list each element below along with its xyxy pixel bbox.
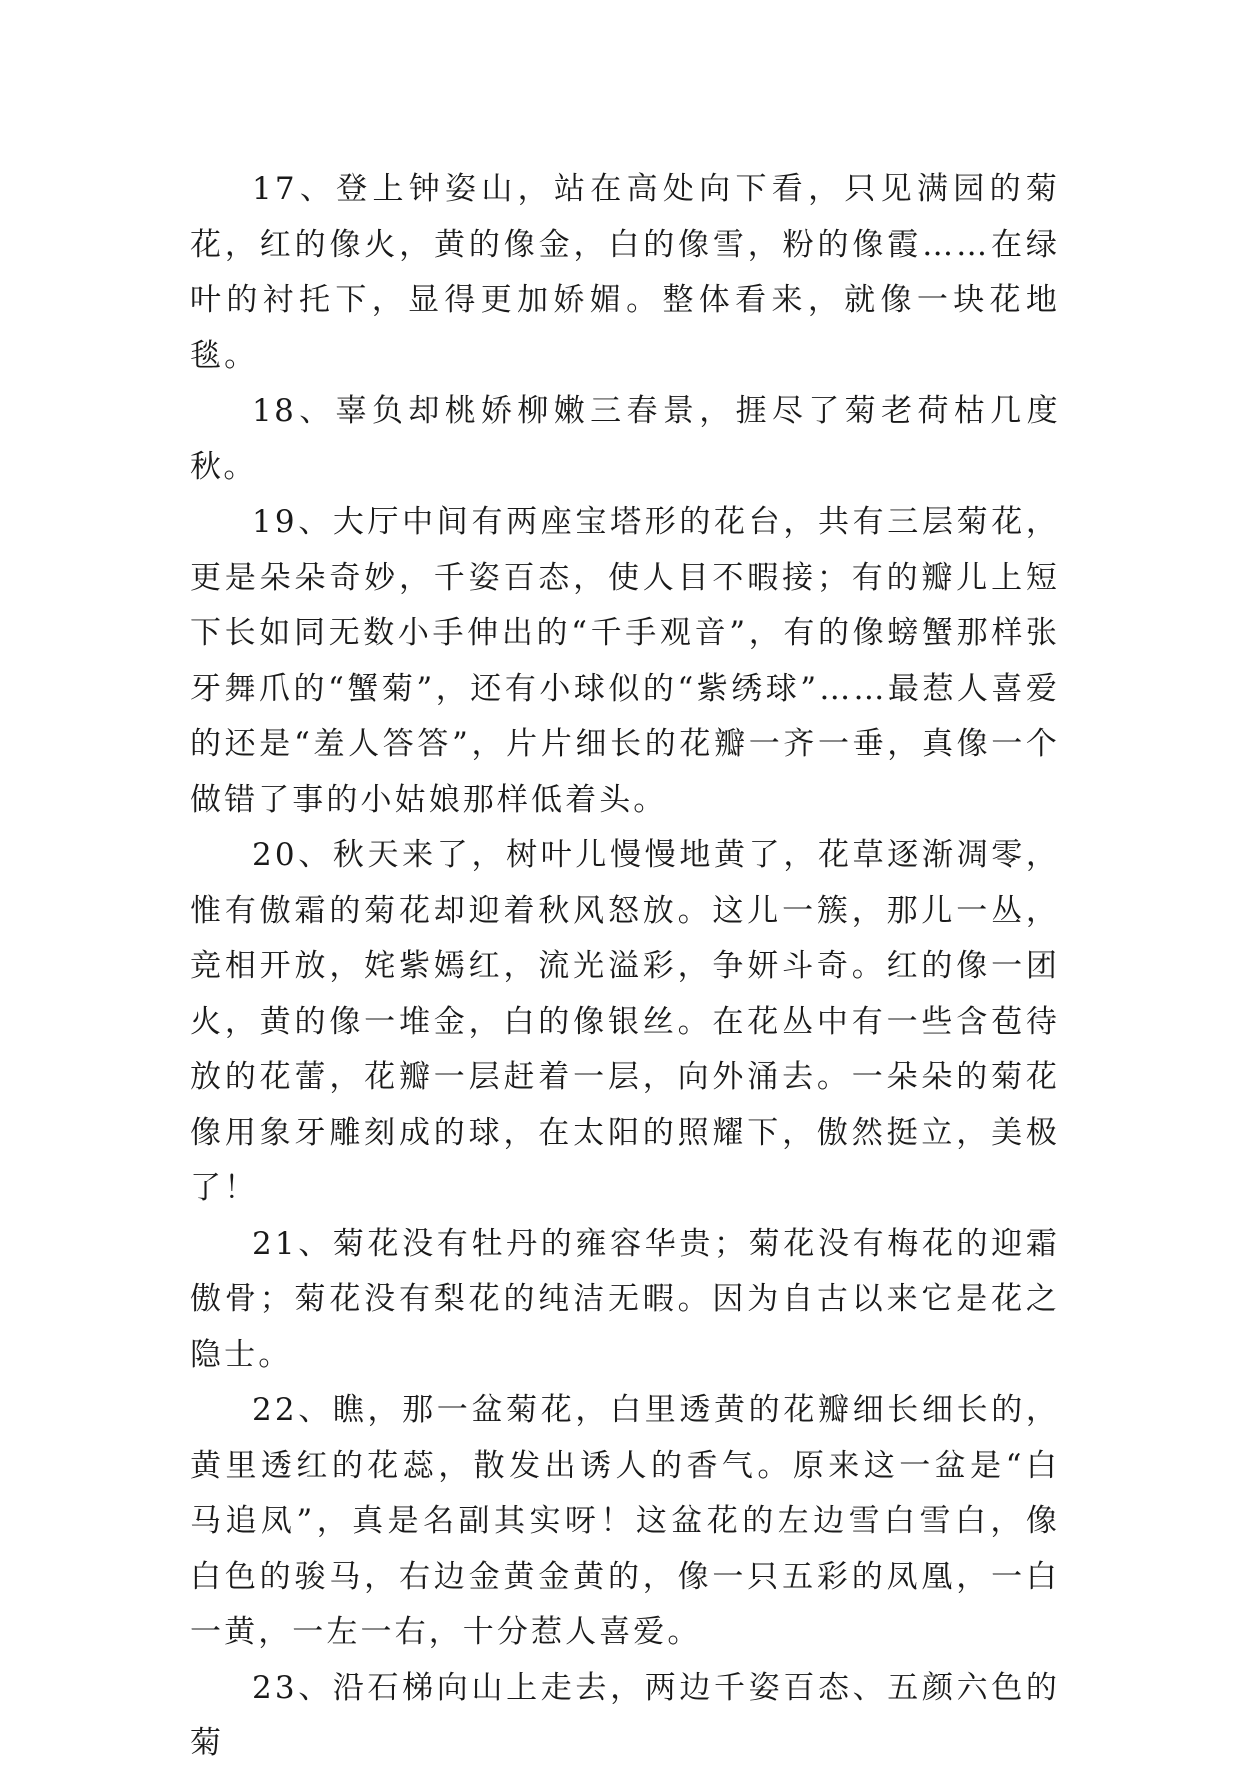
paragraph-18: 18、辜负却桃娇柳嫩三春景，捱尽了菊老荷枯几度秋。 [190, 393, 1060, 485]
paragraph-22: 22、瞧，那一盆菊花，白里透黄的花瓣细长细长的，黄里透红的花蕊，散发出诱人的香气。原来这一盆是“白马追凤”，真是名副其实呀！这盆花的左边雪白雪白，像白色的骏马，右边金黄金黄的，像一只五彩的凤凰，一白一黄，一左一右，十分惹人喜爱。 [190, 1392, 1060, 1650]
document-body [190, 162, 1060, 1772]
paragraph-19: 19、大厅中间有两座宝塔形的花台，共有三层菊花，更是朵朵奇妙，千姿百态，使人目不暇接；有的瓣儿上短下长如同无数小手伸出的“千手观音”，有的像螃蟹那样张牙舞爪的“蟹菊”，还有小球似的“紫绣球”……最惹人喜爱的还是“羞人答答”，片片细长的花瓣一齐一垂，真像一个做错了事的小姑娘那样低着头。 [190, 504, 1060, 818]
paragraph-17: 17、登上钟姿山，站在高处向下看，只见满园的菊花，红的像火，黄的像金，白的像雪，粉的像霞……在绿叶的衬托下，显得更加娇媚。整体看来，就像一块花地毯。 [190, 171, 1060, 374]
paragraph-21: 21、菊花没有牡丹的雍容华贵；菊花没有梅花的迎霜傲骨；菊花没有梨花的纯洁无暇。因为自古以来它是花之隐士。 [190, 1225, 1060, 1373]
paragraph-23: 23、沿石梯向山上走去，两边千姿百态、五颜六色的菊 [190, 1669, 1060, 1761]
paragraph-20: 20、秋天来了，树叶儿慢慢地黄了，花草逐渐凋零，惟有傲霜的菊花却迎着秋风怒放。这儿一簇，那儿一丛，竞相开放，姹紫嫣红，流光溢彩，争妍斗奇。红的像一团火，黄的像一堆金，白的像银丝。在花丛中有一些含苞待放的花蕾，花瓣一层赶着一层，向外涌去。一朵朵的菊花像用象牙雕刻成的球，在太阳的照耀下，傲然挺立，美极了！ [190, 837, 1060, 1206]
